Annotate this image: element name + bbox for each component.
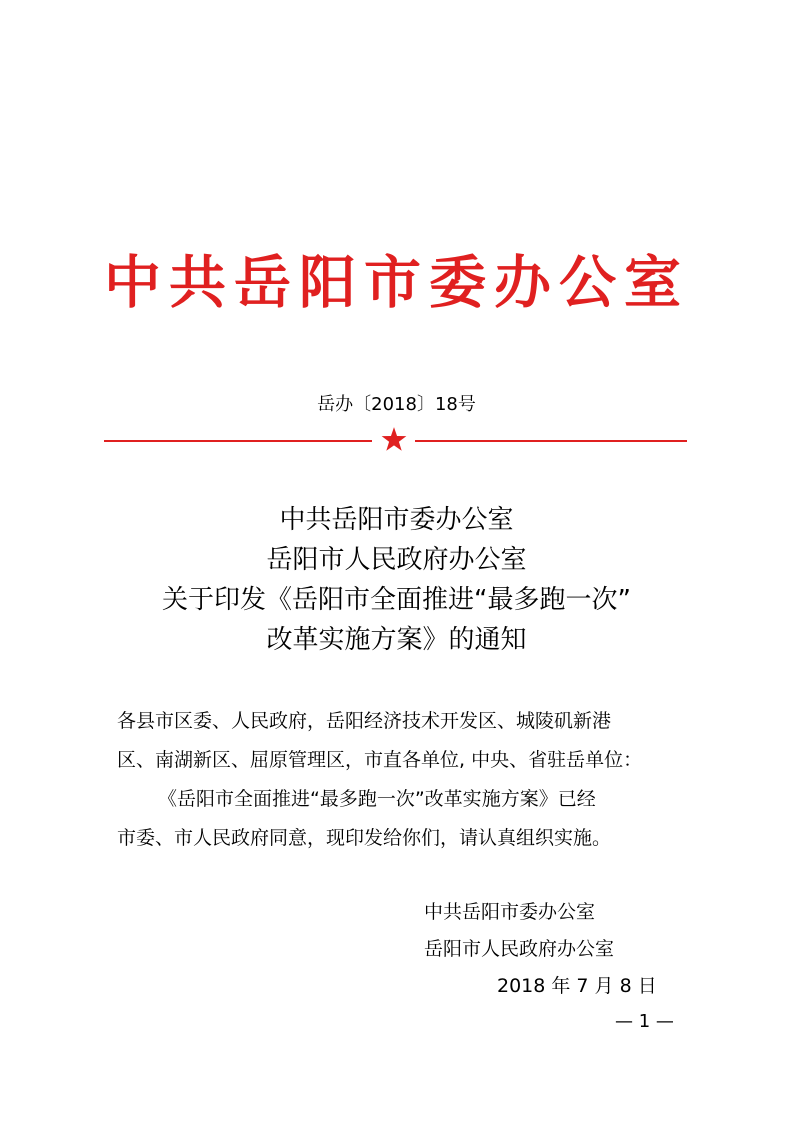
document-number: 岳办〔2018〕18号 xyxy=(317,394,476,415)
title-line: 关于印发《岳阳市全面推进“最多跑一次” xyxy=(162,585,631,615)
document-title xyxy=(0,500,793,660)
title-line: 中共岳阳市委办公室 xyxy=(279,505,514,535)
document-body xyxy=(117,702,697,858)
signature-date: 2018 年 7 月 8 日 xyxy=(497,975,657,997)
separator-rule-right xyxy=(415,440,687,442)
page-number: — 1 — xyxy=(615,1011,674,1032)
signature-organization: 中共岳阳市委办公室 xyxy=(424,901,596,923)
signature-organization: 岳阳市人民政府办公室 xyxy=(424,938,615,960)
star-icon xyxy=(380,426,408,454)
paragraph-line: 《岳阳市全面推进“最多跑一次”改革实施方案》已经 xyxy=(158,788,596,810)
paragraph-line: 市委、市人民政府同意，现印发给你们，请认真组织实施。 xyxy=(117,827,612,849)
salutation-line: 区、南湖新区、屈原管理区，市直各单位, 中央、省驻岳单位： xyxy=(117,749,643,771)
signature-block xyxy=(0,894,793,1005)
title-line: 岳阳市人民政府办公室 xyxy=(266,545,527,575)
title-line: 改革实施方案》的通知 xyxy=(266,625,527,655)
salutation-line: 各县市区委、人民政府，岳阳经济技术开发区、城陵矶新港 xyxy=(117,710,612,732)
document-header-title: 中共岳阳市委办公室 xyxy=(104,250,689,316)
separator-rule-left xyxy=(104,440,372,442)
